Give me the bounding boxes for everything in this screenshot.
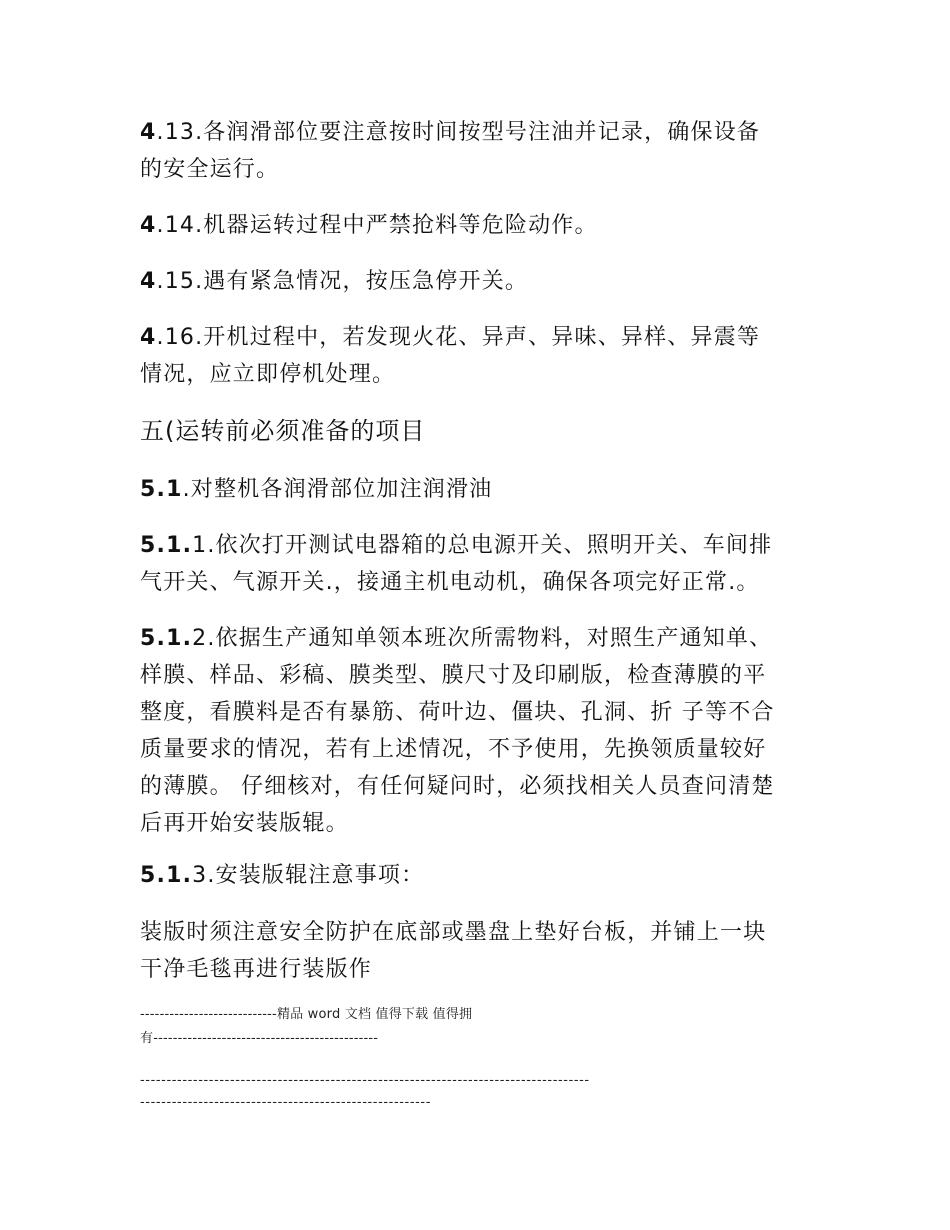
footer-separator: [140, 1070, 590, 1114]
footer-note: [140, 1003, 472, 1051]
paragraph-5-1: [140, 471, 820, 508]
paragraph-line: 装版时须注意安全防护在底部或墨盘上垫好台板，并铺上一块: [140, 920, 767, 945]
paragraph-4-14: [140, 207, 820, 244]
paragraph-line: [140, 857, 820, 894]
section-heading-5: 五(运转前必须准备的项目: [140, 417, 426, 445]
paragraph-line: 的薄膜。 仔细核对，有任何疑问时，必须找相关人员查问清楚: [140, 774, 775, 799]
paragraph-4-15: [140, 263, 820, 300]
section-number: 5.1: [140, 477, 183, 502]
section-number: 4: [140, 269, 157, 294]
paragraph-line: 的安全运行。: [140, 157, 280, 182]
paragraph-line: [140, 114, 820, 151]
footer-line: ----------------------------精品 word 文档 值得下载 值得拥: [140, 1007, 473, 1022]
paragraph-text: 2.依据生产通知单领本班次所需物料，对照生产通知单、: [192, 626, 773, 651]
paragraph-install-notes: [140, 914, 820, 988]
paragraph-line: [140, 620, 820, 657]
paragraph-4-13: [140, 114, 820, 188]
section-number: 5.1.: [140, 533, 193, 558]
paragraph-line: 样膜、样品、彩稿、膜类型、膜尺寸及印刷版，检查薄膜的平: [140, 663, 767, 688]
paragraph-line: [140, 263, 820, 300]
paragraph-line: 气开关、气源开关.，接通主机电动机，确保各项完好正常.。: [140, 570, 760, 595]
paragraph-line: [140, 319, 820, 356]
section-number: 5.1.: [140, 863, 193, 888]
paragraph-line: [140, 207, 820, 244]
section-number: 4: [140, 120, 157, 145]
paragraph-text: .14.机器运转过程中严禁抢料等危险动作。: [156, 213, 598, 238]
paragraph-text: .16.开机过程中，若发现火花、异声、异味、异样、异震等: [156, 325, 761, 350]
paragraph-5-1-2: [140, 620, 820, 842]
paragraph-line: 质量要求的情况，若有上述情况，不予使用，先换领质量较好: [140, 737, 767, 762]
paragraph-text: 3.安装版辊注意事项：: [192, 863, 425, 888]
paragraph-text: .13.各润滑部位要注意按时间按型号注油并记录，确保设备: [156, 120, 761, 145]
section-number: 5.1.: [140, 626, 193, 651]
paragraph-text: .对整机各润滑部位加注润滑油: [182, 477, 493, 502]
paragraph-5-1-1: [140, 527, 820, 601]
paragraph-text: 1.依次打开测试电器箱的总电源开关、照明开关、车间排: [192, 533, 773, 558]
paragraph-line: [140, 471, 820, 508]
separator-line: -------------------------------------------------------------------------------------: [140, 1073, 590, 1088]
paragraph-line: 情况，应立即停机处理。: [140, 362, 396, 387]
paragraph-line: 整度，看膜料是否有暴筋、荷叶边、僵块、孔洞、折 子等不合: [140, 700, 775, 725]
section-number: 4: [140, 213, 157, 238]
paragraph-text: .15.遇有紧急情况，按压急停开关。: [156, 269, 529, 294]
separator-line: -------------------------------------------------------: [140, 1095, 431, 1110]
paragraph-4-16: [140, 319, 820, 393]
paragraph-5-1-3: [140, 857, 820, 894]
paragraph-line: 干净毛毯再进行装版作: [140, 957, 373, 982]
paragraph-line: 后再开始安装版辊。: [140, 811, 349, 836]
paragraph-line: [140, 527, 820, 564]
footer-line: 有----------------------------------------------: [140, 1031, 379, 1046]
section-number: 4: [140, 325, 157, 350]
